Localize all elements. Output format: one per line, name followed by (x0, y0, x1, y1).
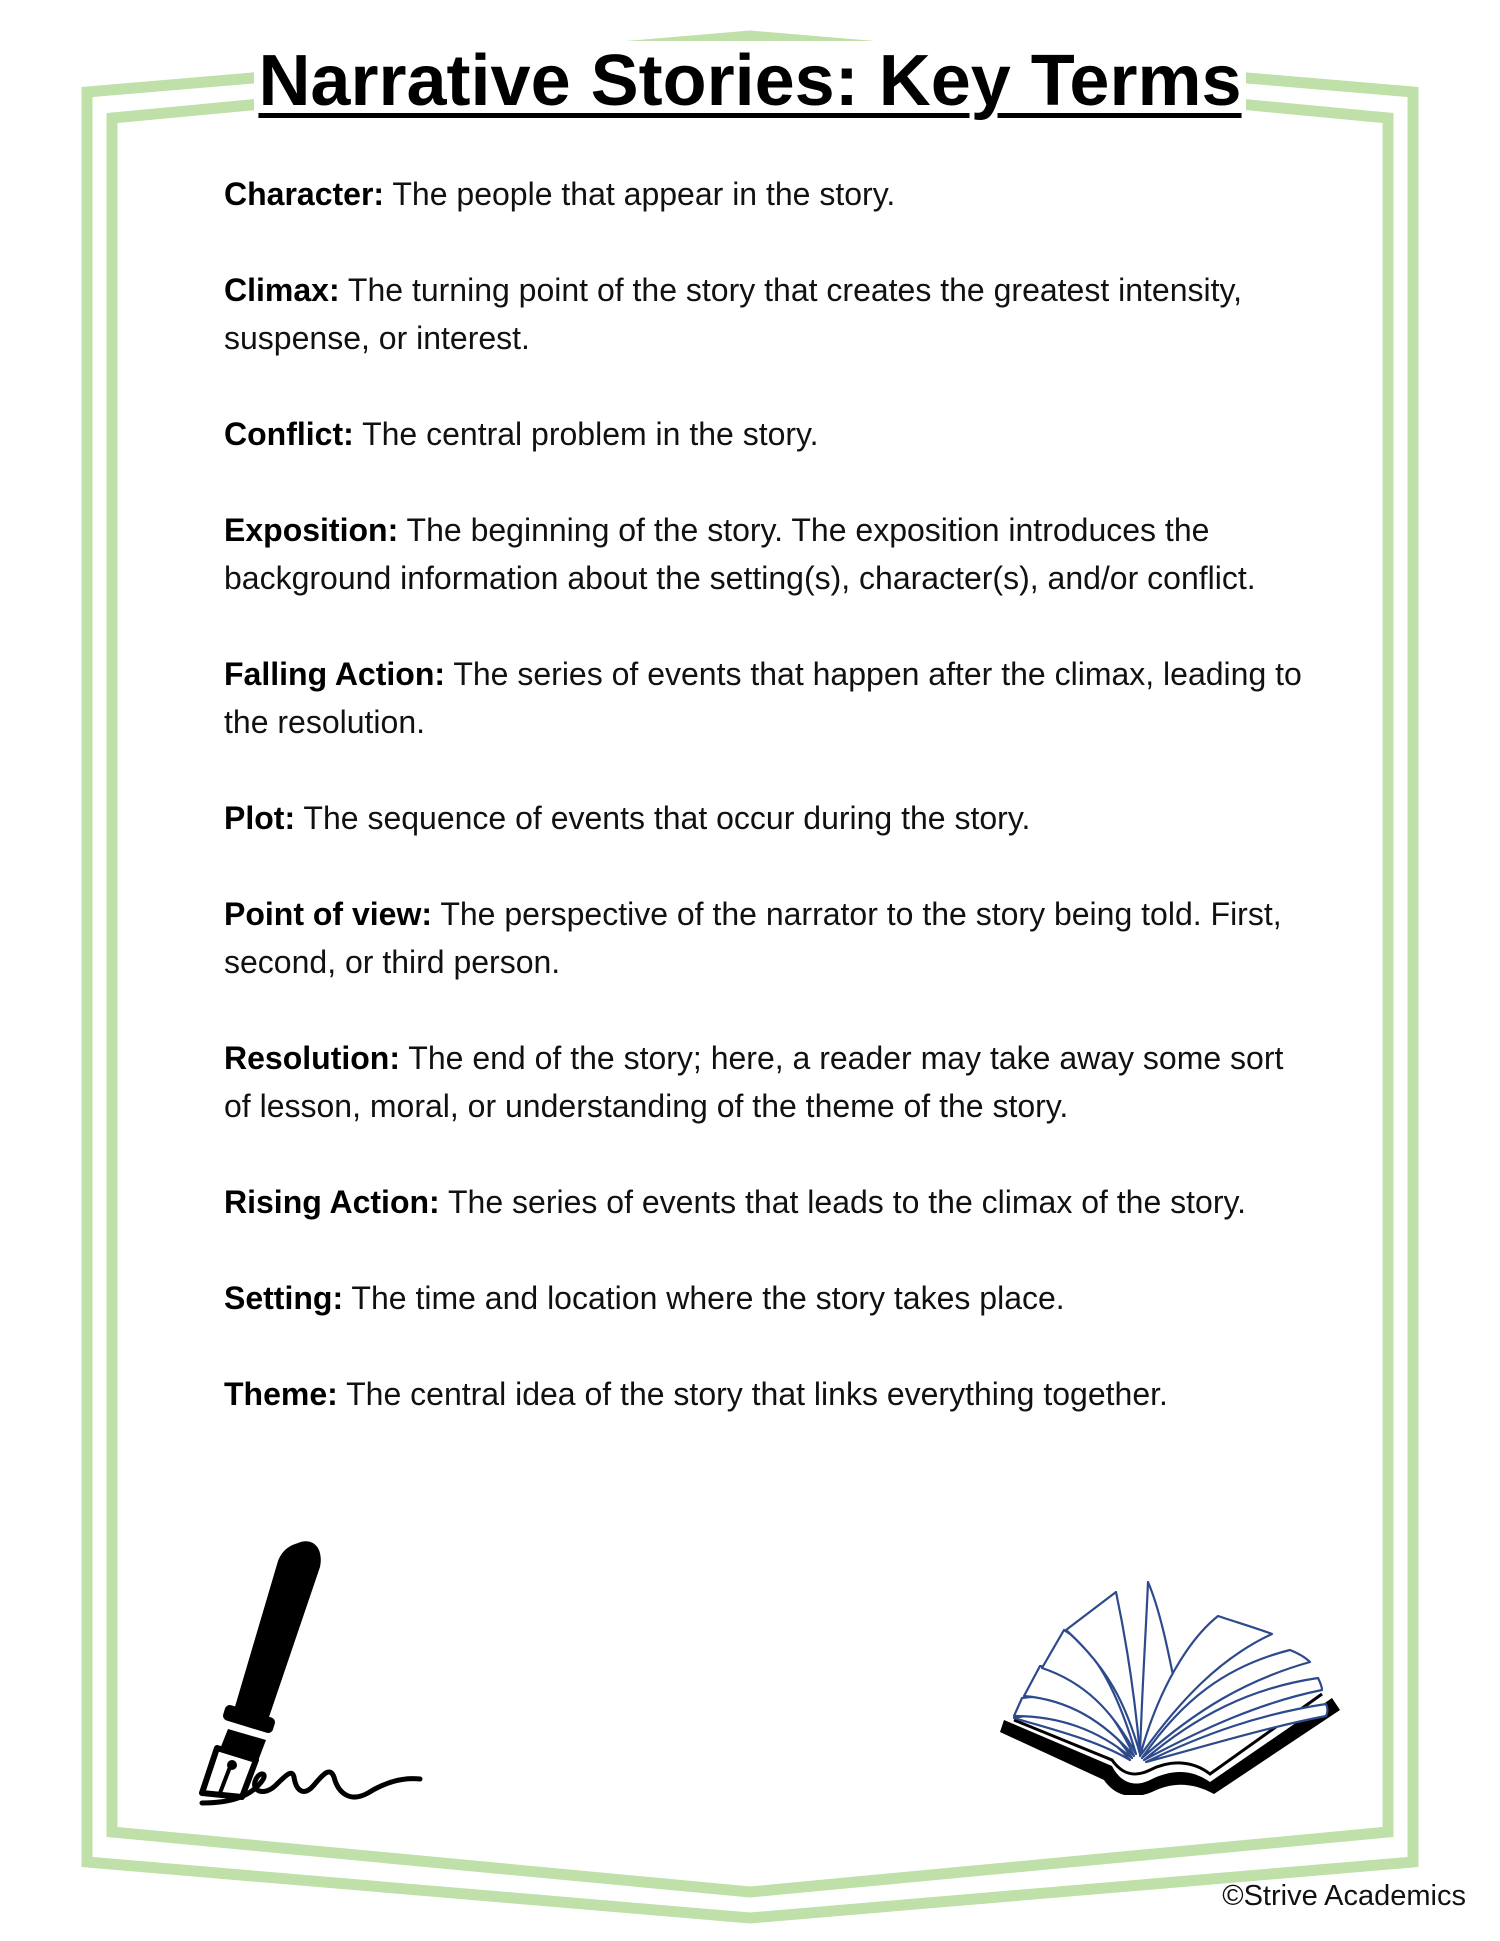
term-entry (224, 1034, 1304, 1130)
term-name: Falling Action: (224, 656, 446, 692)
page-title: Narrative Stories: Key Terms (0, 36, 1500, 126)
term-entry (224, 1370, 1304, 1418)
term-definition: The perspective of the narrator to the story being told. First, second, or third person. (224, 896, 1282, 980)
term-name: Climax: (224, 272, 340, 308)
term-name: Rising Action: (224, 1184, 440, 1220)
copyright-text: ©Strive Academics (1222, 1880, 1466, 1912)
term-entry (224, 1178, 1304, 1226)
term-name: Theme: (224, 1376, 338, 1412)
open-book-icon (1000, 1570, 1345, 1795)
term-entry (224, 410, 1304, 458)
term-name: Resolution: (224, 1040, 400, 1076)
term-name: Point of view: (224, 896, 432, 932)
term-definition: The time and location where the story takes place. (343, 1280, 1065, 1316)
term-entry (224, 794, 1304, 842)
term-definition: The turning point of the story that creates the greatest intensity, suspense, or interest. (224, 272, 1243, 356)
term-entry (224, 170, 1304, 218)
term-definition: The end of the story; here, a reader may take away some sort of lesson, moral, or understanding of the theme of the story. (224, 1040, 1284, 1124)
term-entry (224, 506, 1304, 602)
term-entry (224, 1274, 1304, 1322)
term-name: Conflict: (224, 416, 354, 452)
fountain-pen-signature-icon (190, 1535, 430, 1820)
term-definition: The people that appear in the story. (384, 176, 896, 212)
term-entry (224, 890, 1304, 986)
term-definition: The beginning of the story. The exposition introduces the background information about the setting(s), character(s), and/or conflict. (224, 512, 1256, 596)
term-name: Exposition: (224, 512, 399, 548)
term-definition: The series of events that happen after the climax, leading to the resolution. (224, 656, 1302, 740)
term-definition: The central idea of the story that links everything together. (337, 1376, 1168, 1412)
term-definition: The series of events that leads to the climax of the story. (439, 1184, 1247, 1220)
term-name: Setting: (224, 1280, 344, 1316)
term-entry (224, 650, 1304, 746)
term-definition: The central problem in the story. (353, 416, 819, 452)
term-name: Character: (224, 176, 385, 212)
term-entry (224, 266, 1304, 362)
term-name: Plot: (224, 800, 296, 836)
term-definition: The sequence of events that occur during the story. (295, 800, 1031, 836)
key-terms-list (224, 170, 1304, 1466)
